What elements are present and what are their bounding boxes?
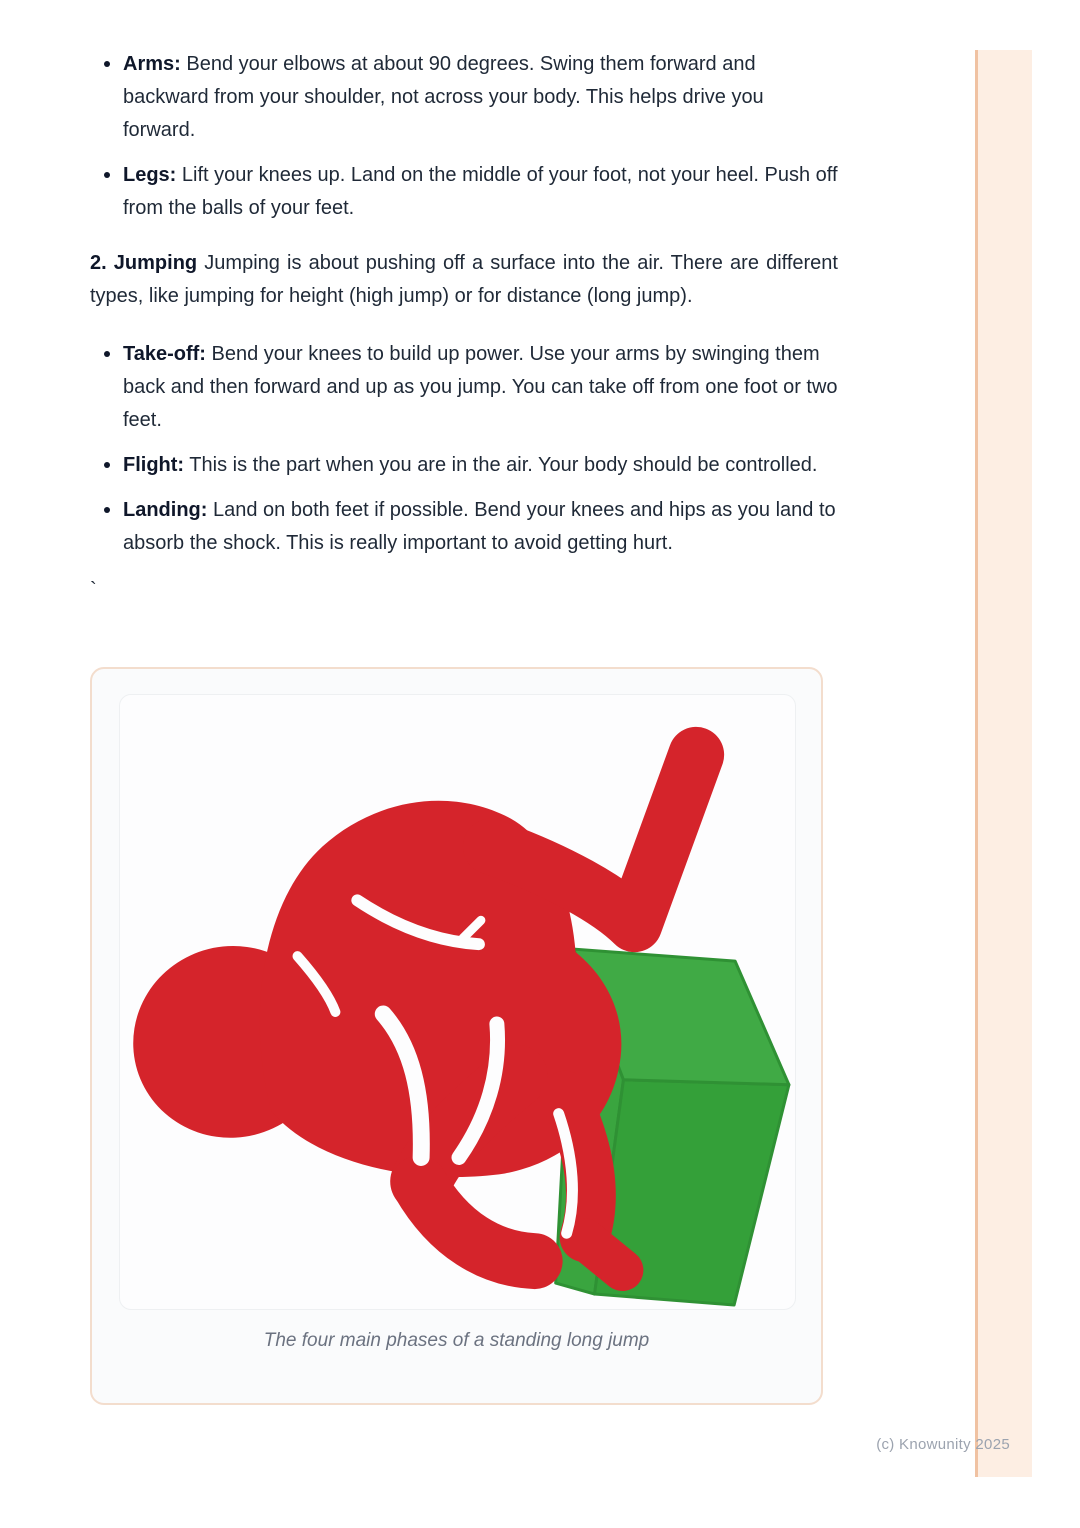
bullet-icon	[104, 351, 110, 357]
figure-caption: The four main phases of a standing long jump	[263, 1330, 650, 1351]
jumping-section-paragraph	[90, 247, 838, 313]
jumping-section-intro: Jumping is about pushing off a surface into the air. There are different types, like jumping for height (high jump) or for distance (long jump).	[90, 252, 838, 307]
list-item-label: Flight:	[123, 454, 185, 476]
figure-image	[119, 694, 796, 1310]
figure-foot	[585, 1239, 623, 1270]
page-edge-strip	[975, 50, 1032, 1477]
list-item	[90, 159, 838, 225]
long-jump-illustration	[120, 695, 795, 1309]
list-item-text: Lift your knees up. Land on the middle of your foot, not your heel. Push off from the balls of your feet.	[123, 164, 838, 219]
main-content	[90, 48, 838, 1405]
list-item-text: This is the part when you are in the air. Your body should be controlled.	[189, 454, 818, 476]
jumping-tips-list	[90, 338, 838, 560]
stray-character: `	[90, 579, 97, 601]
list-item-label: Arms:	[123, 53, 181, 75]
bullet-icon	[104, 172, 110, 178]
list-item-text: Bend your elbows at about 90 degrees. Swing them forward and backward from your shoulder, not across your body. This helps drive you forward.	[123, 53, 764, 141]
bullet-icon	[104, 61, 110, 67]
list-item	[90, 48, 838, 147]
list-item	[90, 449, 838, 482]
figure-card	[90, 667, 823, 1405]
figure-calf	[419, 1183, 535, 1261]
red-figure	[120, 755, 696, 1270]
copyright-notice: (c) Knowunity 2025	[876, 1436, 1010, 1453]
list-item-text: Bend your knees to build up power. Use your arms by swinging them back and then forward and up as you jump. You can take off from one foot or two feet.	[123, 343, 838, 431]
list-item-label: Take-off:	[123, 343, 206, 365]
list-item	[90, 494, 838, 560]
list-item-text: Land on both feet if possible. Bend your knees and hips as you land to absorb the shock. This is really important to avoid getting hurt.	[123, 499, 836, 554]
list-item	[90, 338, 838, 437]
list-item-label: Legs:	[123, 164, 177, 186]
list-item-label: Landing:	[123, 499, 208, 521]
running-tips-list	[90, 48, 838, 225]
bullet-icon	[104, 507, 110, 513]
jumping-section-heading: 2. Jumping	[90, 252, 198, 274]
bullet-icon	[104, 462, 110, 468]
